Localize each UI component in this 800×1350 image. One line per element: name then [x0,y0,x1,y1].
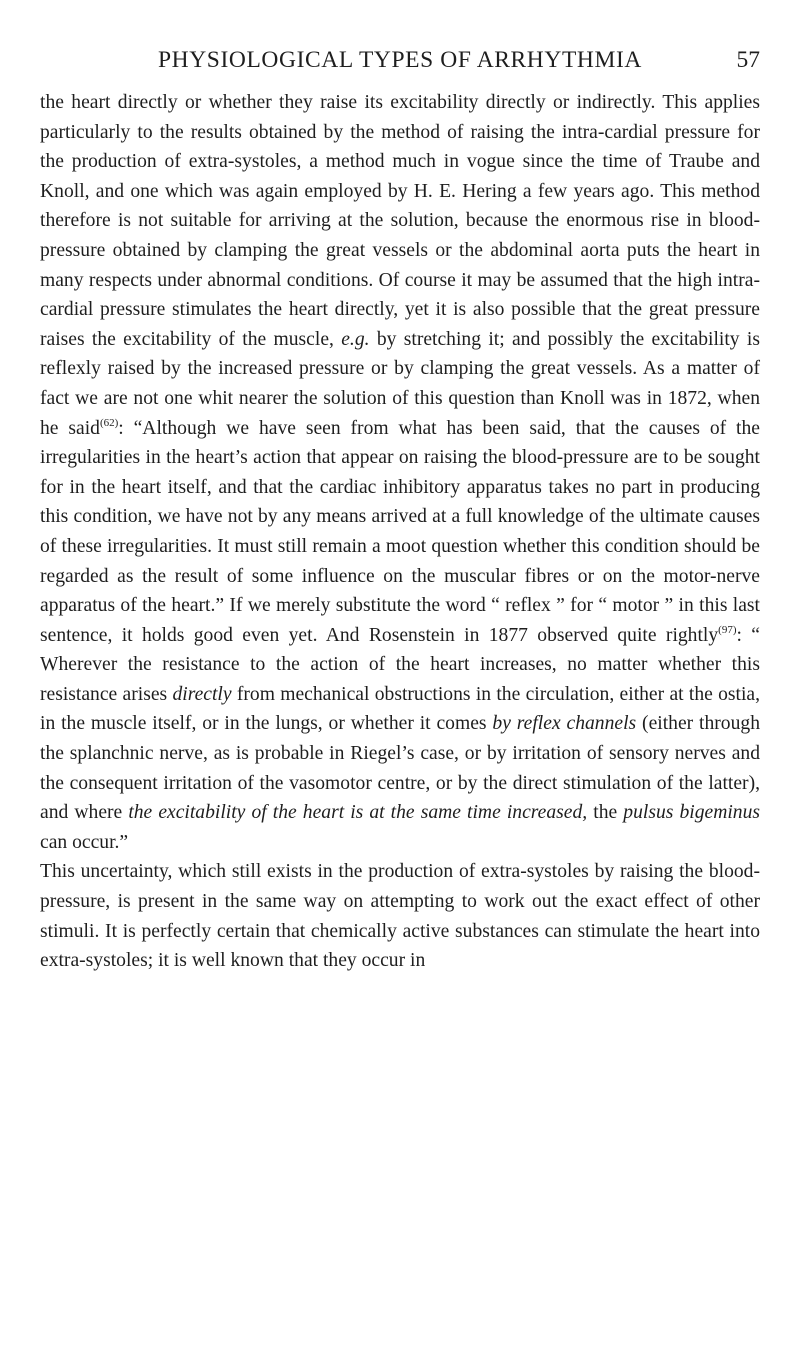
text-run: can occur.” [40,831,129,853]
italic-excitability: the excitability of the heart is at the same time increased, [128,802,588,824]
page-header [40,40,760,80]
italic-directly: directly [172,683,232,705]
text-run: : “Although we have seen from what has been said, that the causes of the irregularities in the heart’s action that appear on raising the blood-pressure are to be sought for in the heart itself, and that the cardiac inhibitory apparatus takes no part in producing this condition, we have not by any means arrived at a full knowledge of the ultimate causes of these irregularities. It must still remain a moot question whether this condition should be regarded as the result of some influence on the muscular fibres or on the motor-nerve apparatus of the heart.” If we merely substitute the word “ reflex ” for “ motor ” in this last sentence, it holds good even yet. And Rosenstein in 1877 observed quite rightly [40,417,760,646]
running-head: PHYSIOLOGICAL TYPES OF ARRHYTHMIA [158,47,642,73]
text-run: the heart directly or whether they raise its excitability directly or indirectly. This applies particularly to the results obtained by the method of raising the intra-cardial pressure for the production of extra-systoles, a method much in vogue since the time of Traube and Knoll, and one which was again employed by H. E. Hering a few years ago. This method therefore is not suitable for arriving at the solution, because the enormous rise in blood-pressure obtained by clamping the great vessels or the abdominal aorta puts the heart in many respects under abnormal conditions. Of course it may be assumed that the high intra-cardial pressure stimulates the heart directly, yet it is also possible that the great pressure raises the excitability of the muscle, [40,92,760,350]
body-text [40,88,760,976]
italic-eg: e.g. [341,328,370,350]
text-run: the [587,802,624,824]
text-run: by stretching it; and possibly the excitability is reflexly raised by the increased pressure or by clamping the great vessels. As a matter of fact we are not one whit nearer the solution of this question than Knoll was in 1872, when he said [40,328,760,439]
paragraph-1 [40,88,760,857]
text-run: (either through the splanchnic nerve, as is probable in Riegel’s case, or by irritation of sensory nerves and the consequent irritation of the vasomotor centre, or by the direct stimulation of the latter), and where [40,713,760,824]
page-number: 57 [736,47,760,73]
text-run: : “ Wherever the resistance to the action of the heart increases, no matter whether this resistance arises [40,624,760,705]
text-run: from mechanical obstructions in the circulation, either at the ostia, in the muscle itself, or in the lungs, or whether it comes [40,683,761,735]
reference-knoll: (62) [99,416,119,429]
reference-rosenstein: (97) [718,623,737,636]
paragraph-2: This uncertainty, which still exists in the production of extra-systoles by raising the blood-pressure, is present in the same way on attempting to work out the exact effect of other stimuli. It is perfectly certain that chemically active substances can stimulate the heart into extra-systoles; it is well known that they occur in [40,861,760,972]
italic-pulsus-bigeminus: pulsus bigeminus [623,802,761,824]
italic-by-reflex-channels: by reflex channels [492,713,637,735]
